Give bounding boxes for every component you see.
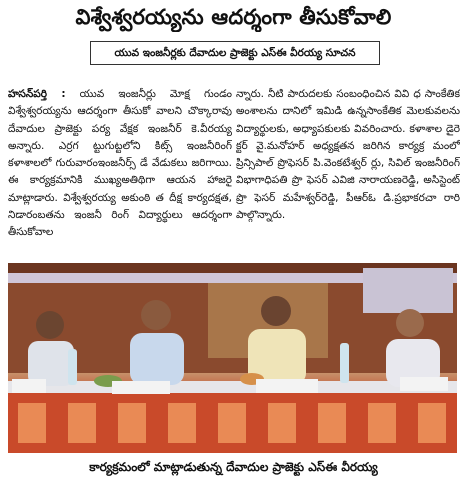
photo-illustration: [8, 263, 457, 453]
headline: విశ్వేశ్వరయ్యను ఆదర్శంగా తీసుకోవాలి: [75, 5, 392, 29]
news-photo: [8, 263, 457, 453]
right-column: న్నారు. నీటి పారుదలకు సంబంధించిన వివి ధ సాంకేతిక అంశాలను దానిలో ఇమిడి ఉన్నసాంకేతిక మెలకువలను విద్యార్థులకు, అధ్యాపకులకు వివరించారు. కళాశాల డైరె క్టర్ వై.మనోహర్ అధ్యక్షతన జరిగిన కార్యక్ర మంలో ప్రిన్సిపాల్ ప్రొఫెసర్ పి.వెంకటేశ్వర్ ర్లు, సివిల్ ఇంజనీరింగ్ విభాగాధిపతి ప్రొ ఫెసర్ ఎవిజి నారాయణరెడ్డి, అసిస్టెంట్ ప్రొ ఫెసర్ మహేశ్వర్‌రెడ్డి, పీఆర్ఓ డి.ప్రభాకరచా రారి పాల్గొన్నారు.: [236, 88, 460, 222]
left-column-text: యువ ఇంజనీర్లు మోక్ష గుండం విశ్వేశ్వరయ్యను ఆదర్శంగా తీసుకో వాలని చొక్కారావు దేవాదుల ప్రాజెక్టు పర్య వేక్షక ఇంజనీర్ కె.వీరయ్య అన్నారు. ఎర్రగ ట్టుగుట్టలోని కిట్స్ ఇంజనీరింగ్ కళాశాలలో గురువారంఇంజనీర్స్ డే వేడుకలు జరిగాయి. ఈ కార్యక్రమానికి ముఖ్యఅతిథిగా ఆయన హాజరై మాట్లాడారు. విశ్వేశ్వరయ్య అకుంఠి త దీక్ష కార్యదక్షత, నిడారంబతను ఇంజనీ రింగ్ విద్యార్థులు ఆదర్శంగా తీసుకోవాల: [8, 88, 232, 239]
left-column: [8, 86, 232, 286]
dateline: హసన్‌పర్తి :: [8, 88, 66, 100]
subheadline-box: యువ ఇంజనీర్లకు దేవాదుల ప్రాజెక్టు ఎస్ఈ వీరయ్య సూచన: [90, 41, 380, 65]
photo-caption: కార్యక్రమంలో మాట్లాడుతున్న దేవాదుల ప్రాజెక్టు ఎస్ఈ వీరయ్య: [89, 460, 378, 474]
